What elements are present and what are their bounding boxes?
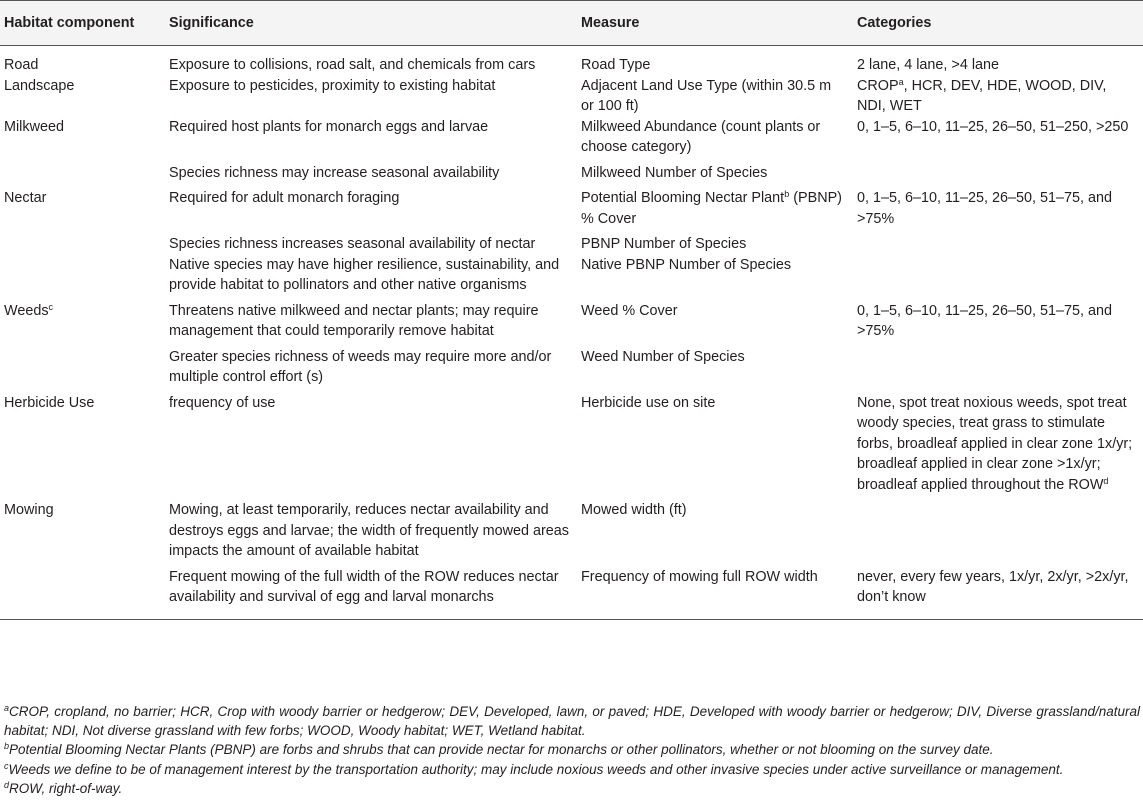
table-row xyxy=(0,255,1143,296)
cell-measure: PBNP Number of Species xyxy=(581,236,747,252)
table-row xyxy=(0,117,1143,158)
cell-component xyxy=(0,562,165,620)
cell-measure: Adjacent Land Use Type (within 30.5 m or 100 ft) xyxy=(581,77,832,114)
footnote-text: ROW, right-of-way. xyxy=(9,780,123,796)
cell-measure: Weed Number of Species xyxy=(581,348,745,365)
cell-text: , HCR, DEV, HDE, WOOD, DIV, NDI, WET xyxy=(857,77,1107,114)
footnote-mark: c xyxy=(4,760,9,771)
cell-text: Potential Blooming Nectar Plant xyxy=(581,190,785,206)
cell-significance: frequency of use xyxy=(169,394,276,411)
cell-significance: Species richness increases seasonal availability of nectar xyxy=(169,236,536,252)
table-row xyxy=(0,388,1143,496)
cell-categories xyxy=(853,229,1143,255)
footnote-mark: d xyxy=(1103,475,1109,486)
cell-categories xyxy=(853,76,1143,117)
cell-component xyxy=(0,229,165,255)
cell-categories: 2 lane, 4 lane, >4 lane xyxy=(857,57,1000,73)
cell-component: Landscape xyxy=(4,77,75,94)
cell-measure: Milkweed Abundance (count plants or choose category) xyxy=(581,118,821,155)
footnote-text: CROP, cropland, no barrier; HCR, Crop with woody barrier or hedgerow; DEV, Developed, lawn, or paved; HDE, Developed with woody barrier or hedgerow; DIV, Diverse grassland/natural habitat; NDI, Not diverse grassland with few forbs; WOOD, Woody habitat; WET, Wetland habitat. xyxy=(4,704,1140,739)
cell-component xyxy=(0,255,165,296)
footnotes xyxy=(4,702,1140,798)
cell-categories xyxy=(853,255,1143,296)
cell-significance: Threatens native milkweed and nectar plants; may require management that could temporarily remove habitat xyxy=(169,302,539,339)
cell-categories xyxy=(853,158,1143,184)
cell-component xyxy=(0,158,165,184)
cell-component xyxy=(0,342,165,388)
cell-significance: Exposure to collisions, road salt, and chemicals from cars xyxy=(169,57,536,73)
cell-significance: Required host plants for monarch eggs and larvae xyxy=(169,118,489,135)
footnote-mark: b xyxy=(784,189,790,199)
footnote xyxy=(4,702,1140,740)
footnote xyxy=(4,779,1140,798)
cell-categories xyxy=(853,342,1143,388)
footnote-mark: d xyxy=(4,779,10,790)
footnote-mark: b xyxy=(4,741,10,752)
cell-categories xyxy=(853,495,1143,562)
table-row xyxy=(0,158,1143,184)
cell-significance: Greater species richness of weeds may require more and/or multiple control effort (s) xyxy=(169,348,552,385)
cell-component: Nectar xyxy=(4,190,47,206)
footnote-text: Weeds we define to be of management interest by the transportation authority; may include noxious weeds and other invasive species under active surveillance or management. xyxy=(8,761,1064,777)
table-row xyxy=(0,76,1143,117)
cell-component: Road xyxy=(4,57,39,73)
cell-significance: Required for adult monarch foraging xyxy=(169,190,400,206)
cell-categories: 0, 1–5, 6–10, 11–25, 26–50, 51–250, >250 xyxy=(857,118,1129,135)
cell-component xyxy=(0,296,165,342)
table-row xyxy=(0,495,1143,562)
table-row xyxy=(0,296,1143,342)
cell-categories xyxy=(853,388,1143,496)
footnote xyxy=(4,760,1140,779)
cell-measure: Native PBNP Number of Species xyxy=(581,256,792,273)
cell-text: None, spot treat noxious weeds, spot treat woody species, treat grass to stimulate forbs, broadleaf applied in clear zone 1x/yr; broadleaf applied in clear zone >1x/yr; broadleaf applied throughout the ROW xyxy=(857,394,1133,493)
table-row xyxy=(0,46,1143,76)
cell-measure: Mowed width (ft) xyxy=(581,502,687,518)
cell-component: Milkweed xyxy=(4,118,64,135)
cell-text: CROP xyxy=(857,77,899,94)
cell-significance: Frequent mowing of the full width of the ROW reduces nectar availability and survival of egg and larval monarchs xyxy=(165,562,577,620)
header-component: Habitat component xyxy=(0,1,165,46)
cell-significance: Native species may have higher resilience, sustainability, and provide habitat to pollinators and other native organisms xyxy=(169,256,560,293)
cell-text: Weeds xyxy=(4,302,49,319)
cell-categories: never, every few years, 1x/yr, 2x/yr, >2x/yr, don’t know xyxy=(853,562,1143,620)
header-row xyxy=(0,1,1143,46)
header-significance: Significance xyxy=(165,1,577,46)
cell-measure: Road Type xyxy=(581,57,651,73)
cell-significance: Exposure to pesticides, proximity to existing habitat xyxy=(169,77,496,94)
header-measure: Measure xyxy=(577,1,853,46)
cell-categories: 0, 1–5, 6–10, 11–25, 26–50, 51–75, and >75% xyxy=(857,302,1112,339)
table-row xyxy=(0,229,1143,255)
cell-measure: Milkweed Number of Species xyxy=(581,164,768,181)
cell-measure xyxy=(577,183,853,229)
cell-text: (PBNP) % Cover xyxy=(581,190,842,227)
footnote-mark: c xyxy=(48,301,54,312)
cell-categories: 0, 1–5, 6–10, 11–25, 26–50, 51–75, and >75% xyxy=(857,190,1112,227)
table-row xyxy=(0,562,1143,620)
cell-component: Mowing xyxy=(4,502,54,518)
cell-measure: Herbicide use on site xyxy=(581,394,716,411)
table-row xyxy=(0,342,1143,388)
table-row xyxy=(0,183,1143,229)
footnote-text: Potential Blooming Nectar Plants (PBNP) are forbs and shrubs that can provide nectar for monarchs or other pollinators, whether or not blooming on the survey date. xyxy=(9,742,994,758)
cell-component: Herbicide Use xyxy=(4,394,95,411)
cell-measure: Weed % Cover xyxy=(581,302,678,319)
footnote-mark: a xyxy=(898,76,904,87)
header-categories: Categories xyxy=(853,1,1143,46)
cell-significance: Species richness may increase seasonal availability xyxy=(169,164,500,181)
footnote-mark: a xyxy=(4,703,10,713)
cell-significance: Mowing, at least temporarily, reduces nectar availability and destroys eggs and larvae; the width of frequently mowed areas impacts the amount of available habitat xyxy=(169,502,569,559)
footnote xyxy=(4,740,1140,759)
cell-measure: Frequency of mowing full ROW width xyxy=(577,562,853,620)
